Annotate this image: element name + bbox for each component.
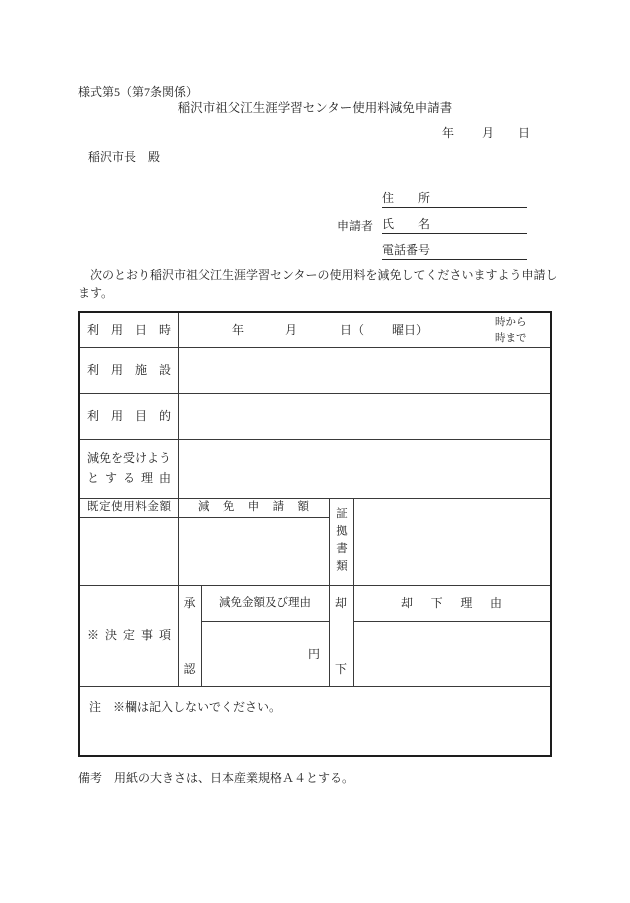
name-field-label: 氏名 (382, 217, 430, 231)
purpose-value (178, 393, 550, 439)
table-note: 注 ※欄は記入しないでください。 (89, 700, 282, 714)
dt-time-range (495, 315, 545, 347)
usage-datetime-value (178, 313, 550, 347)
intro-line-1: 次のとおり稲沢市祖父江生涯学習センターの使用料を減免してくださいますよう申請し (78, 268, 558, 282)
usage-datetime-label: 利用日時 (87, 323, 171, 337)
reduction-reason-label (80, 439, 178, 498)
reduction-reason-label-line2: とする理由 (87, 471, 171, 485)
yen-label: 円 (307, 647, 320, 661)
date-year-label: 年 (442, 126, 455, 140)
approval-label-top: 承 (183, 596, 196, 610)
phone-field (382, 242, 527, 260)
reduction-reason-label-line1: 減免を受けよう (87, 451, 172, 465)
approval-label-bottom: 認 (183, 662, 196, 676)
rejection-label-cell (329, 585, 353, 686)
dt-day-label: 日（ (340, 323, 365, 337)
evidence-label: 証拠書類 (335, 506, 347, 577)
applicant-label: 申請者 (337, 219, 374, 233)
page-title: 稲沢市祖父江生涯学習センター使用料減免申請書 (177, 101, 453, 115)
date-month-label: 月 (482, 126, 495, 140)
rejection-reason-value (353, 621, 550, 686)
dt-time-from-label: 時から (495, 317, 527, 328)
fixed-fee-value (80, 517, 178, 585)
intro-line-2: ます。 (78, 286, 114, 300)
dt-weekday-label: 曜日） (392, 323, 429, 337)
addressee: 稲沢市長 殿 (88, 150, 161, 164)
evidence-value (353, 498, 550, 585)
form-id: 様式第5（第7条関係） (78, 85, 199, 99)
dt-year-label: 年 (232, 323, 245, 337)
reduction-request-label: 減免申請額 (198, 501, 309, 513)
rejection-label-bottom: 下 (334, 662, 347, 676)
dt-time-to-label: 時まで (495, 333, 527, 344)
date-day-label: 日 (518, 126, 531, 140)
facility-label: 利用施設 (87, 363, 171, 377)
application-table (78, 311, 552, 757)
reduction-amount-value (201, 621, 329, 686)
reduction-request-value (178, 517, 329, 585)
reduction-amount-reason-label: 減免金額及び理由 (219, 597, 311, 609)
phone-field-label: 電話番号 (382, 243, 431, 257)
remarks: 備考 用紙の大きさは、日本産業規格Ａ４とする。 (78, 771, 355, 785)
facility-value (178, 347, 550, 393)
address-field-label: 住所 (382, 191, 430, 205)
intro-paragraph (78, 266, 558, 302)
address-field (382, 190, 527, 208)
purpose-label: 利用目的 (87, 409, 171, 423)
evidence-label-cell (329, 498, 353, 585)
decision-label: ※決定事項 (87, 628, 171, 642)
approval-label-cell (178, 585, 201, 686)
fixed-fee-label: 既定使用料金額 (87, 501, 171, 513)
name-field (382, 216, 527, 234)
reduction-reason-value (178, 439, 550, 498)
rejection-label-top: 却 (334, 596, 347, 610)
dt-month-label: 月 (285, 323, 298, 337)
rejection-reason-label: 却下理由 (401, 596, 502, 610)
